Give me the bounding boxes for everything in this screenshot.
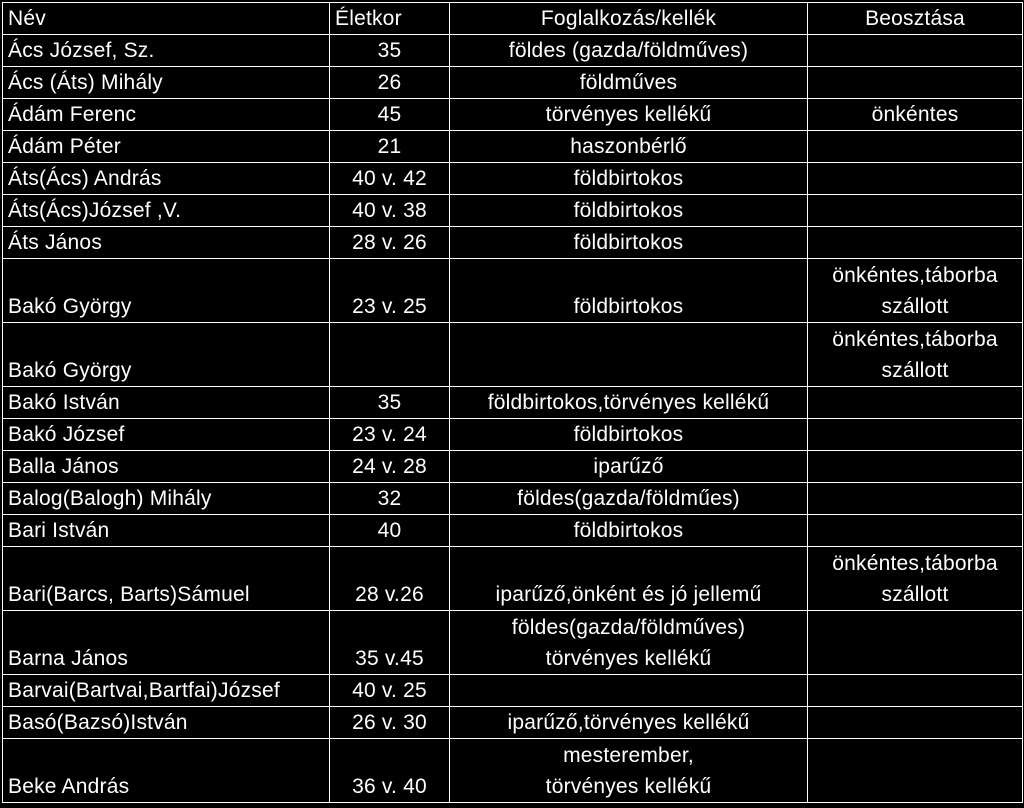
cell-position (808, 483, 1023, 515)
cell-name: Áts(Ács) András (3, 163, 330, 195)
cell-name: Áts(Ács)József ,V. (3, 195, 330, 227)
table-row (3, 707, 1023, 739)
cell-name: Basó(Bazsó)István (3, 707, 330, 739)
cell-position (808, 419, 1023, 451)
table-row (3, 131, 1023, 163)
cell-occupation (450, 739, 808, 803)
cell-age: 40 v. 25 (330, 675, 450, 707)
occupation-line: földbirtokos (573, 519, 684, 542)
cell-age: 21 (330, 131, 450, 163)
cell-position (808, 547, 1023, 611)
cell-position (808, 387, 1023, 419)
cell-age: 23 v. 25 (330, 259, 450, 323)
cell-position (808, 259, 1023, 323)
cell-position (808, 323, 1023, 387)
table-row (3, 195, 1023, 227)
occupation-line: földes (gazda/földműves) (508, 39, 749, 62)
cell-position (808, 67, 1023, 99)
cell-occupation (450, 35, 808, 67)
cell-occupation (450, 259, 808, 323)
table-row (3, 547, 1023, 611)
cell-age: 35 v.45 (330, 611, 450, 675)
cell-position (808, 611, 1023, 675)
cell-name: Bakó György (3, 259, 330, 323)
table-row (3, 675, 1023, 707)
table-row (3, 419, 1023, 451)
cell-occupation (450, 163, 808, 195)
table-row (3, 483, 1023, 515)
position-line: szállott (881, 583, 949, 606)
header-position: Beosztása (808, 3, 1023, 35)
cell-occupation (450, 547, 808, 611)
occupation-line: földes(gazda/földműves) (511, 616, 746, 639)
cell-age: 28 v. 26 (330, 227, 450, 259)
table-row (3, 227, 1023, 259)
header-occupation: Foglalkozás/kellék (450, 3, 808, 35)
cell-age: 32 (330, 483, 450, 515)
cell-age: 26 v. 30 (330, 707, 450, 739)
occupation-line: földbirtokos (573, 167, 684, 190)
table-row (3, 99, 1023, 131)
occupation-line: iparűző,törvényes kellékű (507, 711, 750, 734)
cell-occupation (450, 611, 808, 675)
roster-table (2, 2, 1023, 803)
table-body (3, 35, 1023, 803)
cell-occupation (450, 451, 808, 483)
cell-name: Bari(Barcs, Barts)Sámuel (3, 547, 330, 611)
cell-name: Ács József, Sz. (3, 35, 330, 67)
cell-position (808, 163, 1023, 195)
occupation-line: földes(gazda/földműes) (517, 487, 740, 510)
position-line: önkéntes (871, 103, 959, 126)
cell-name: Barna János (3, 611, 330, 675)
cell-age: 40 v. 38 (330, 195, 450, 227)
table-row (3, 515, 1023, 547)
cell-occupation (450, 387, 808, 419)
occupation-line: földbirtokos,törvényes kellékű (487, 391, 770, 414)
cell-age: 23 v. 24 (330, 419, 450, 451)
header-age: Életkor (330, 3, 450, 35)
position-line: önkéntes,táborba (832, 328, 998, 351)
cell-name: Bakó György (3, 323, 330, 387)
cell-occupation (450, 675, 808, 707)
cell-position (808, 35, 1023, 67)
cell-occupation (450, 67, 808, 99)
cell-name: Ádám Ferenc (3, 99, 330, 131)
cell-age: 36 v. 40 (330, 739, 450, 803)
position-line: szállott (881, 359, 949, 382)
cell-position (808, 451, 1023, 483)
table-row (3, 35, 1023, 67)
table-row (3, 323, 1023, 387)
cell-occupation (450, 483, 808, 515)
occupation-line: törvényes kellékű (545, 103, 712, 126)
cell-age: 45 (330, 99, 450, 131)
cell-name: Barvai(Bartvai,Bartfai)József (3, 675, 330, 707)
table-row (3, 259, 1023, 323)
cell-name: Ács (Áts) Mihály (3, 67, 330, 99)
cell-occupation (450, 515, 808, 547)
occupation-line: iparűző (593, 455, 664, 478)
cell-name: Bakó István (3, 387, 330, 419)
header-name: Név (3, 3, 330, 35)
position-line: szállott (881, 295, 949, 318)
cell-name: Bakó József (3, 419, 330, 451)
table-row (3, 739, 1023, 803)
occupation-line: földbirtokos (573, 199, 684, 222)
cell-name: Beke András (3, 739, 330, 803)
cell-age: 24 v. 28 (330, 451, 450, 483)
table-row (3, 163, 1023, 195)
table-row (3, 611, 1023, 675)
occupation-line: haszonbérlő (570, 135, 687, 158)
cell-position (808, 739, 1023, 803)
cell-age: 28 v.26 (330, 547, 450, 611)
occupation-line: törvényes kellékű (545, 647, 712, 670)
cell-position (808, 99, 1023, 131)
occupation-line: földbirtokos (573, 423, 684, 446)
occupation-line: földműves (579, 71, 678, 94)
cell-age: 26 (330, 67, 450, 99)
table-row (3, 67, 1023, 99)
cell-occupation (450, 131, 808, 163)
table-row (3, 387, 1023, 419)
cell-name: Balla János (3, 451, 330, 483)
cell-position (808, 707, 1023, 739)
header-row (3, 3, 1023, 35)
cell-age: 35 (330, 35, 450, 67)
cell-age: 35 (330, 387, 450, 419)
cell-occupation (450, 707, 808, 739)
cell-occupation (450, 195, 808, 227)
cell-age: 40 v. 42 (330, 163, 450, 195)
occupation-line: földbirtokos (573, 295, 684, 318)
cell-age: 40 (330, 515, 450, 547)
cell-position (808, 675, 1023, 707)
cell-occupation (450, 99, 808, 131)
occupation-line: földbirtokos (573, 231, 684, 254)
cell-name: Ádám Péter (3, 131, 330, 163)
position-line: önkéntes,táborba (832, 552, 998, 575)
cell-occupation (450, 227, 808, 259)
cell-occupation (450, 419, 808, 451)
occupation-line: iparűző,önként és jó jellemű (495, 583, 762, 606)
cell-position (808, 515, 1023, 547)
cell-position (808, 227, 1023, 259)
occupation-line: mesterember, (563, 744, 694, 767)
table-row (3, 451, 1023, 483)
cell-name: Bari István (3, 515, 330, 547)
cell-position (808, 131, 1023, 163)
cell-age (330, 323, 450, 387)
cell-name: Áts János (3, 227, 330, 259)
cell-position (808, 195, 1023, 227)
cell-name: Balog(Balogh) Mihály (3, 483, 330, 515)
occupation-line: törvényes kellékű (545, 775, 712, 798)
cell-occupation (450, 323, 808, 387)
position-line: önkéntes,táborba (832, 264, 998, 287)
